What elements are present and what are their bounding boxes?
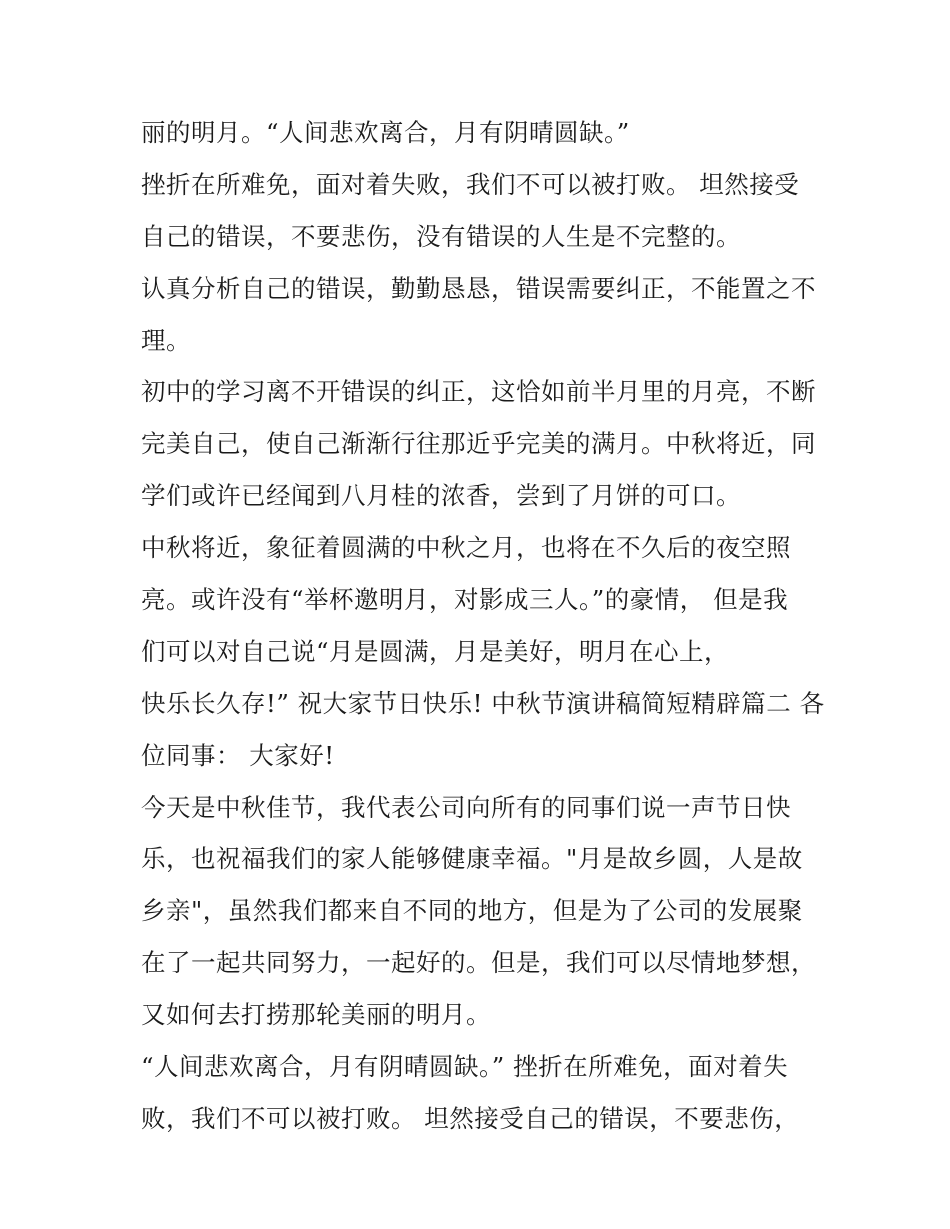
text-line: 完美自己，使自己渐渐行往那近乎完美的满月。中秋将近，同 (141, 429, 816, 459)
text-line: 在了一起共同努力，一起好的。但是，我们可以尽情地梦想， (141, 948, 816, 978)
text-line: 中秋将近，象征着圆满的中秋之月，也将在不久后的夜空照 (141, 533, 791, 563)
text-line: 自己的错误，不要悲伤，没有错误的人生是不完整的。 (141, 221, 741, 251)
text-line: 乡亲"，虽然我们都来自不同的地方，但是为了公司的发展聚 (141, 896, 803, 926)
text-line: 认真分析自己的错误，勤勤恳恳，错误需要纠正，不能置之不 (141, 273, 816, 303)
text-line: 理。 (141, 325, 191, 355)
text-line: 位同事： 大家好! (141, 740, 335, 770)
text-line: “人间悲欢离合，月有阴晴圆缺。” 挫折在所难免，面对着失 (141, 1052, 789, 1082)
text-line: 初中的学习离不开错误的纠正，这恰如前半月里的月亮，不断 (141, 377, 816, 407)
text-line: 们可以对自己说“月是圆满，月是美好，明月在心上， (141, 636, 730, 666)
text-line: 丽的明月。“人间悲欢离合，月有阴晴圆缺。” (141, 118, 630, 147)
text-line: 学们或许已经闻到八月桂的浓香，尝到了月饼的可口。 (141, 481, 741, 511)
text-line: 挫折在所难免，面对着失败，我们不可以被打败。 坦然接受 (141, 169, 800, 199)
text-line: 今天是中秋佳节，我代表公司向所有的同事们说一声节日快 (141, 792, 791, 822)
text-line: 乐，也祝福我们的家人能够健康幸福。"月是故乡圆，人是故 (141, 844, 803, 874)
text-line: 败，我们不可以被打败。 坦然接受自己的错误，不要悲伤， (141, 1103, 800, 1133)
text-line: 亮。或许没有“举杯邀明月，对影成三人。”的豪情， 但是我 (141, 585, 789, 615)
document-body (141, 107, 831, 1145)
text-line: 又如何去打捞那轮美丽的明月。 (141, 1000, 491, 1030)
text-line: 快乐长久存!” 祝大家节日快乐! 中秋节演讲稿简短精辟篇二 各 (141, 688, 825, 718)
